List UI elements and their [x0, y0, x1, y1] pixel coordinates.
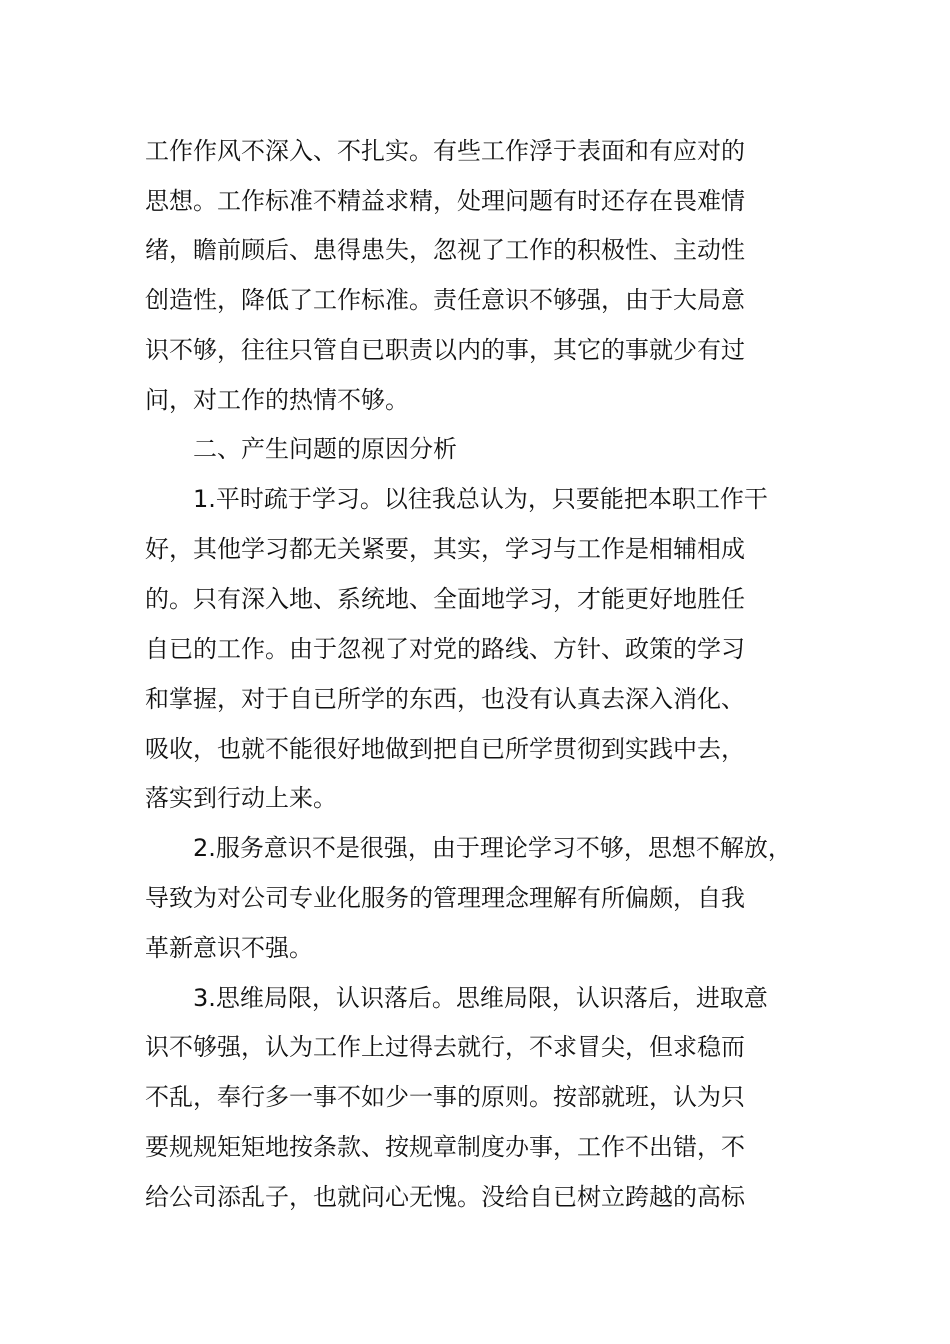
text-line: 导致为对公司专业化服务的管理理念理解有所偏颇，自我: [145, 884, 745, 912]
text-line: 1.平时疏于学习。以往我总认为，只要能把本职工作干: [193, 485, 768, 513]
text-line: 思想。工作标准不精益求精，处理问题有时还存在畏难情: [145, 187, 745, 215]
text-line: 吸收，也就不能很好地做到把自已所学贯彻到实践中去，: [145, 735, 745, 763]
text-line: 好，其他学习都无关紧要，其实，学习与工作是相辅相成: [145, 535, 745, 563]
text-line: 3.思维局限，认识落后。思维局限，认识落后，进取意: [193, 984, 768, 1012]
text-line: 识不够强，认为工作上过得去就行，不求冒尖，但求稳而: [145, 1033, 745, 1061]
text-line: 落实到行动上来。: [145, 784, 337, 812]
text-line: 2.服务意识不是很强，由于理论学习不够，思想不解放，: [193, 834, 792, 862]
text-line: 给公司添乱子，也就问心无愧。没给自已树立跨越的高标: [145, 1183, 745, 1211]
text-line: 绪，瞻前顾后、患得患失，忽视了工作的积极性、主动性: [145, 236, 745, 264]
text-line: 的。只有深入地、系统地、全面地学习，才能更好地胜任: [145, 585, 745, 613]
text-line: 自已的工作。由于忽视了对党的路线、方针、政策的学习: [145, 635, 745, 663]
text-line: 和掌握，对于自已所学的东西，也没有认真去深入消化、: [145, 685, 745, 713]
text-line: 识不够，往往只管自已职责以内的事，其它的事就少有过: [145, 336, 745, 364]
text-line: 不乱，奉行多一事不如少一事的原则。按部就班，认为只: [145, 1083, 745, 1111]
text-line: 要规规矩矩地按条款、按规章制度办事，工作不出错，不: [145, 1133, 745, 1161]
section-heading: 二、产生问题的原因分析: [193, 435, 457, 463]
text-line: 问，对工作的热情不够。: [145, 386, 409, 414]
text-line: 创造性，降低了工作标准。责任意识不够强，由于大局意: [145, 286, 745, 314]
text-line: 革新意识不强。: [145, 934, 313, 962]
text-line: 工作作风不深入、不扎实。有些工作浮于表面和有应对的: [145, 137, 745, 165]
